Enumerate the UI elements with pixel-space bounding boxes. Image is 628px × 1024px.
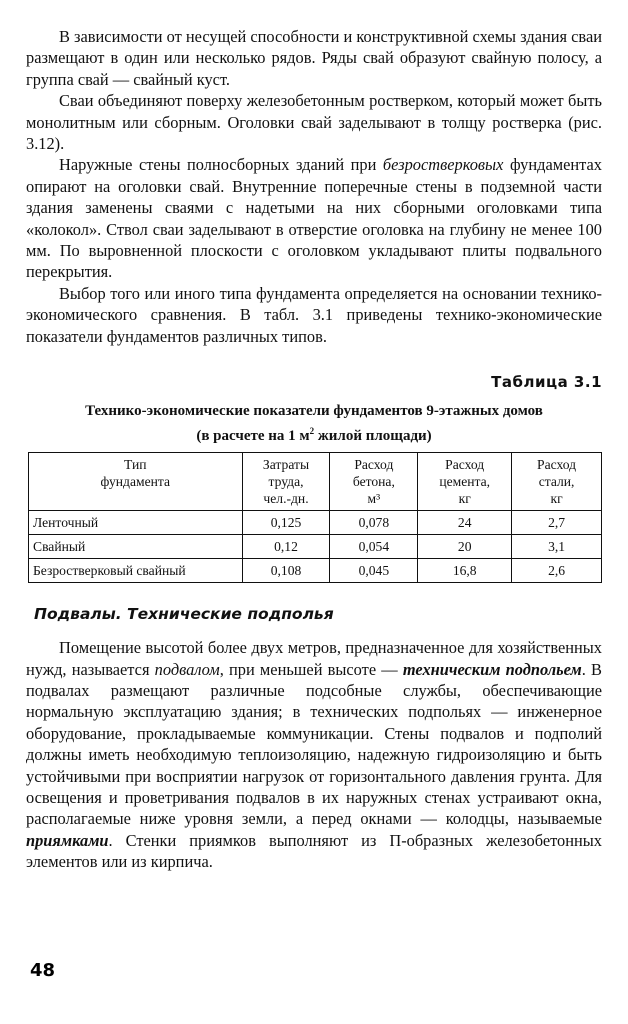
table-row [29,511,602,535]
foundation-table [28,452,602,583]
table-title-line-2-a: (в расчете на 1 м [196,428,310,445]
header-line: цемента, [439,474,491,490]
header-line: стали, [538,474,575,490]
paragraph-1: В зависимости от несущей способности и конструктивной схемы здания сваи размещают в один или несколько рядов. Ряды свай образуют свайную полосу, а группа свай — свайный куст. [26,27,602,89]
table-header-row [29,453,602,511]
table-title-line-1: Технико-экономические показатели фундаментов 9-этажных домов [85,403,543,420]
paragraph-5 [26,637,602,872]
cell-concrete: 0,045 [330,559,418,583]
header-line: Тип [124,457,147,473]
cell-cement: 24 [418,511,512,535]
table-title [26,401,602,446]
table-label: Таблица 3.1 [491,373,602,392]
table-title-line-2-b: жилой площади) [314,428,432,445]
cell-labor: 0,12 [242,535,330,559]
cell-type: Безростверковый свайный [29,559,243,583]
paragraph-2: Сваи объединяют поверху железобетонным ростверком, который может быть монолитным или сборным. Оголовки свай заделывают в толщу ростверка (рис. 3.12). [26,91,602,154]
table-row [29,535,602,559]
cell-steel: 2,7 [512,511,602,535]
header-line: кг [458,491,471,507]
cell-cement: 20 [418,535,512,559]
cell-concrete: 0,078 [330,511,418,535]
cell-type: Ленточный [29,511,243,535]
paragraph-5-text-b: , при меньшей высоте — [219,659,403,679]
section-heading: Подвалы. Технические подполья [34,605,334,624]
table-row [29,559,602,583]
header-line: фундамента [100,474,171,490]
header-labor [242,453,330,511]
cell-cement: 16,8 [418,559,512,583]
header-line: Расход [445,457,485,473]
cell-concrete: 0,054 [330,535,418,559]
table-title-line-2 [26,421,602,446]
paragraph-5-text-c: . В подвалах размещают различные подсобные службы, обеспечивающие нормальную эксплуатацию здания; в технических подпольях — инженерное оборудование, прокладываемые коммуникации. Стены подвалов и подполий должны иметь необходимую теплоизоляцию, надежную гидроизоляцию и быть устойчивыми при восприятии нагрузок от горизонтального давления грунта. Для освещения и проветривания подвалов в их наружных стенах устраивают окна, располагаемые ниже уровня земли, а перед окнами — колодцы, называемые [26,659,602,829]
paragraph-5-term-basement: подвалом [154,659,220,679]
header-line: бетона, [352,474,395,490]
header-line: чел.-дн. [263,491,309,507]
paragraph-3 [26,154,602,282]
header-line: Расход [537,457,577,473]
paragraph-3-text-a: Наружные стены полносборных зданий при [59,155,383,175]
paragraph-5-term-subfloor: техническим подпольем [402,659,582,679]
cell-steel: 3,1 [512,535,602,559]
header-type [29,453,243,511]
page-number: 48 [30,960,56,981]
header-line: Затраты [262,457,310,473]
paragraph-4: Выбор того или иного типа фундамента определяется на основании технико-экономического сравнения. В табл. 3.1 приведены технико-экономические показатели фундаментов различных типов. [26,283,602,346]
header-cement [418,453,512,511]
header-steel [512,453,602,511]
paragraph-5-text-d: . Стенки приямков выполняют из П-образных железобетонных элементов или из кирпича. [26,830,602,872]
header-line: Расход [354,457,394,473]
cell-type: Свайный [29,535,243,559]
paragraph-5-term-pits: приямками [26,830,109,850]
header-concrete [330,453,418,511]
cell-labor: 0,125 [242,511,330,535]
paragraph-3-emphasis: безростверковых [382,155,504,175]
header-line: труда, [268,474,304,490]
paragraph-5-text-a: Помещение высотой более двух метров, предназначенное для хозяйственных нужд, называется [26,638,602,679]
cell-labor: 0,108 [242,559,330,583]
header-line: м³ [367,491,381,507]
cell-steel: 2,6 [512,559,602,583]
table-title-superscript: 2 [309,426,315,437]
paragraph-3-text-b: фундаментах опирают на оголовки свай. Внутренние поперечные стены в подземной части здания заменены сваями с надетыми на них сборными оголовками типа «колокол». Ствол сваи заделывают в отверстие оголовка на глубину не менее 100 мм. По выровненной плоскости с оголовком укладывают плиты подвального перекрытия. [26,155,602,282]
header-line: кг [550,491,563,507]
